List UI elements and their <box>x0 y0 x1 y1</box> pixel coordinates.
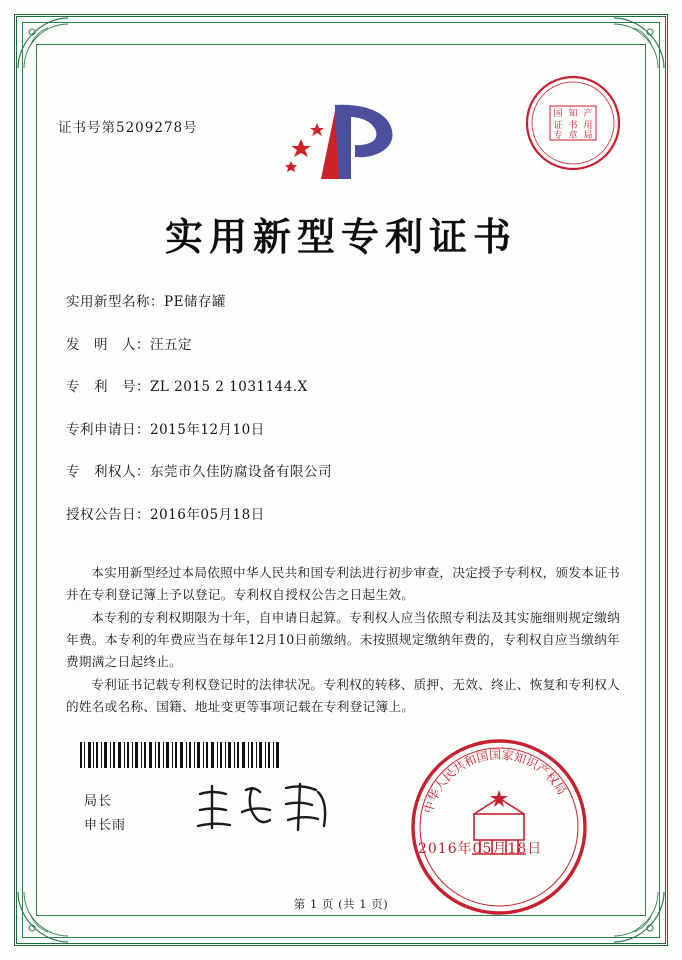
top-seal-icon <box>522 72 624 174</box>
field-list <box>66 296 616 551</box>
seal-date: 2016年05月18日 <box>418 841 543 857</box>
svg-text:知: 知 <box>568 109 578 119</box>
signature-role: 局长 <box>84 794 113 809</box>
handwritten-signature <box>190 778 345 840</box>
svg-text:证: 证 <box>553 121 563 131</box>
field-row <box>66 506 616 523</box>
certificate-number: 证书号第5209278号 <box>58 120 198 136</box>
field-label: 专利申请日： <box>66 421 150 438</box>
field-row <box>66 336 616 353</box>
field-label: 专 利 号： <box>66 379 150 395</box>
svg-text:中华人民共和国国家知识产权局: 中华人民共和国国家知识产权局 <box>421 747 569 816</box>
field-value: 东莞市久佳防腐设备有限公司 <box>150 464 332 480</box>
svg-text:专: 专 <box>553 131 563 141</box>
page-title: 实用新型专利证书 <box>164 214 517 259</box>
svg-text:用: 用 <box>583 121 593 131</box>
svg-text:国: 国 <box>553 109 563 119</box>
bottom-seal-icon <box>404 732 594 922</box>
field-row <box>66 421 616 438</box>
body-text <box>66 562 620 720</box>
barcode <box>80 742 280 768</box>
field-value: PE储存罐 <box>164 294 226 310</box>
svg-text:书: 书 <box>568 121 578 131</box>
field-row <box>66 466 616 480</box>
paragraph: 本实用新型经过本局依照中华人民共和国专利法进行初步审查，决定授予专利权，颁发本证书并在专利登记簿上予以登记。专利权自授权公告之日起生效。 <box>66 565 620 602</box>
signature-block <box>84 790 126 838</box>
field-label: 发 明 人： <box>66 336 150 353</box>
signature-name: 申长雨 <box>84 818 127 834</box>
svg-text:局: 局 <box>583 131 593 141</box>
field-label: 授权公告日： <box>66 506 150 523</box>
field-value: ZL 2015 2 1031144.X <box>150 379 308 395</box>
svg-text:产: 产 <box>583 109 593 119</box>
field-row <box>66 296 616 310</box>
field-label: 实用新型名称： <box>66 294 164 310</box>
paragraph: 专利证书记载专利权登记时的法律状况。专利权的转移、质押、无效、终止、恢复和专利权人的姓名或名称、国籍、地址变更等事项记载在专利登记簿上。 <box>66 677 620 714</box>
field-value: 2016年05月18日 <box>150 506 265 523</box>
field-label: 专 利权人： <box>66 464 150 480</box>
field-value: 2015年12月10日 <box>150 421 265 438</box>
corner-ornament-icon <box>612 16 666 70</box>
page-footer: 第 1 页 (共 1 页) <box>293 897 389 911</box>
svg-text:章: 章 <box>568 131 578 141</box>
corner-ornament-icon <box>16 16 70 70</box>
paragraph: 本专利的专利权期限为十年，自申请日起算。专利权人应当依照专利法及其实施细则规定缴纳年费。本专利的年费应当在每年12月10日前缴纳。未按照规定缴纳年费的，专利权自应当缴纳年费期满之日起终止。 <box>66 610 620 669</box>
field-value: 汪五定 <box>150 336 192 353</box>
sipo-logo-icon <box>265 95 415 187</box>
field-row <box>66 381 616 395</box>
